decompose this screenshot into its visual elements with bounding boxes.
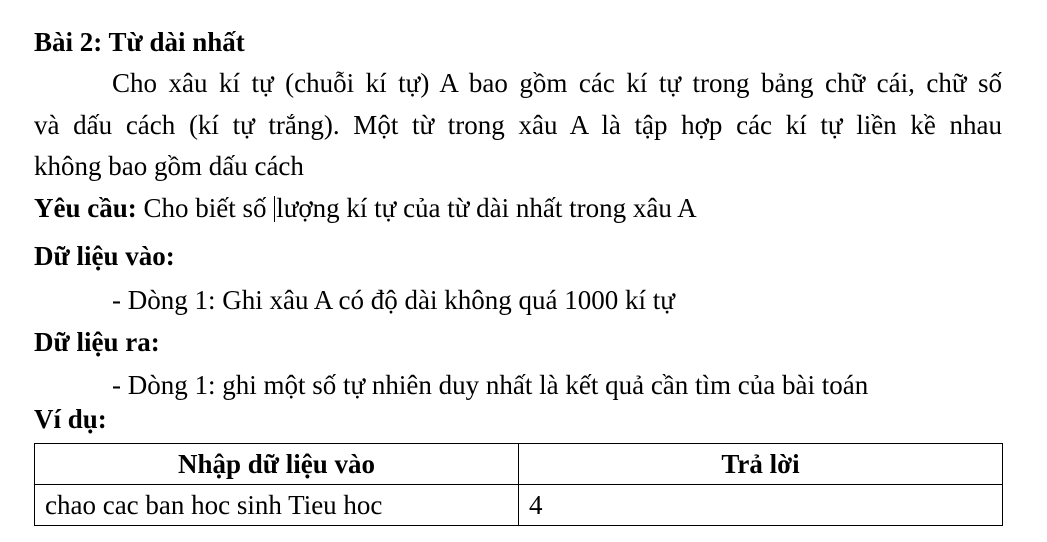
input-line: - Dòng 1: Ghi xâu A có độ dài không quá 1000 kí tự	[112, 285, 675, 315]
problem-title: Bài 2: Từ dài nhất	[34, 27, 245, 57]
input-heading: Dữ liệu vào:	[34, 241, 175, 271]
table-row	[35, 485, 1003, 526]
table-header-input: Nhập dữ liệu vào	[35, 444, 519, 485]
requirement-line	[34, 192, 697, 224]
output-heading: Dữ liệu ra:	[34, 327, 160, 357]
output-line: - Dòng 1: ghi một số tự nhiên duy nhất là kết quả cần tìm của bài toán	[112, 370, 869, 400]
table-cell-answer: 4	[519, 485, 1003, 526]
requirement-label: Yêu cầu:	[34, 193, 137, 223]
table-header-row	[35, 444, 1003, 485]
table-cell-input: chao cac ban hoc sinh Tieu hoc	[35, 485, 519, 526]
example-heading: Ví dụ:	[34, 404, 107, 434]
requirement-text-start: Cho biết số	[143, 193, 274, 223]
table-header-answer: Trả lời	[519, 444, 1003, 485]
example-table	[34, 443, 1003, 526]
description-line-3: không bao gồm dấu cách	[34, 151, 304, 181]
description-line-1: Cho xâu kí tự (chuỗi kí tự) A bao gồm các kí tự trong bảng chữ cái, chữ số	[112, 68, 1002, 98]
description-line-2: và dấu cách (kí tự trắng). Một từ trong xâu A là tập hợp các kí tự liền kề nhau	[34, 110, 1002, 140]
requirement-text-end: lượng kí tự của từ dài nhất trong xâu A	[276, 193, 697, 223]
